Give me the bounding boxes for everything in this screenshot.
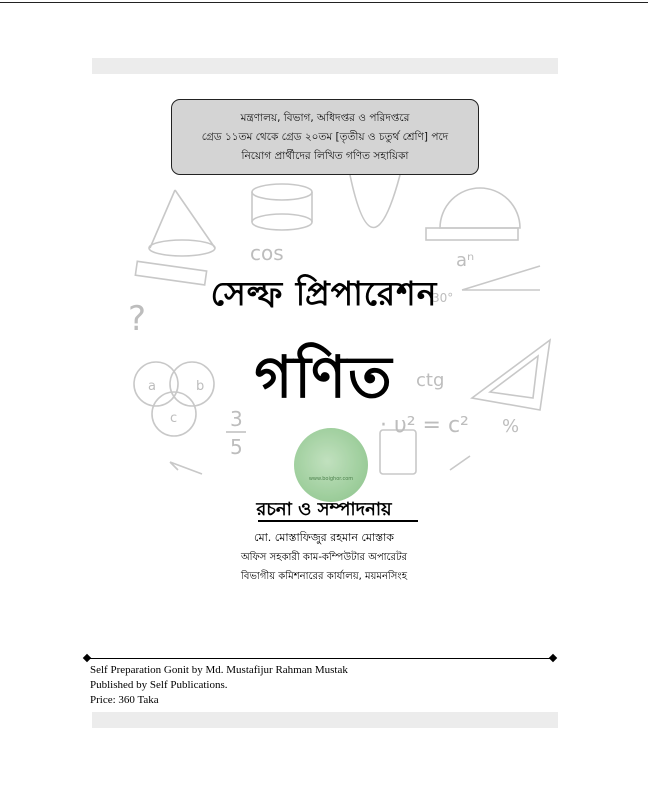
top-gray-band <box>92 58 558 74</box>
cylinder-top <box>252 184 312 200</box>
author-heading: রচনা ও সম্পাদনায় <box>256 499 392 520</box>
header-line-3: নিয়োগ প্রার্থীদের লিখিত গণিত সহায়িকা <box>241 149 409 162</box>
venn-label-c: c <box>170 411 178 426</box>
venn-label-a: a <box>148 379 156 394</box>
bottom-gray-band <box>92 712 558 728</box>
doodle-equation: · υ² = c² <box>380 413 469 438</box>
cone-base <box>149 240 215 256</box>
author-heading-underline <box>258 520 418 522</box>
doodle-question: ? <box>128 299 147 339</box>
watermark-logo <box>294 428 368 502</box>
book-title-line-2: গণিত <box>254 343 394 411</box>
publication-credit: Self Preparation Gonit by Md. Mustafijur Rahman Mustak <box>90 664 348 676</box>
doodle-fraction-denominator: 5 <box>230 435 243 459</box>
book-title-line-1: সেল্ফ প্রিপারেশন <box>210 274 438 313</box>
ruler-top <box>426 228 518 240</box>
price-line: Price: 360 Taka <box>90 694 159 706</box>
pencil-sketch <box>170 462 202 474</box>
header-line-2: গ্রেড ১১তম থেকে গ্রেড ২০তম [তৃতীয় ও চতুর্থ শ্রেণি] পদে <box>201 130 449 143</box>
protractor-shape <box>440 188 520 228</box>
divider-diamond-left <box>83 654 91 662</box>
doodle-cos: cos <box>250 241 284 265</box>
author-designation: অফিস সহকারী কাম-কম্পিউটার অপারেটর <box>240 552 408 563</box>
doodle-fraction-numerator: 3 <box>230 407 243 431</box>
author-name: মো. মোস্তাফিজুর রহমান মোস্তাক <box>254 531 394 544</box>
footer-divider <box>86 658 554 659</box>
doodle-angle: 30° <box>432 291 454 305</box>
doodle-percent: % <box>502 416 520 437</box>
parabola-curve <box>350 175 400 228</box>
top-border-line <box>0 2 648 3</box>
watermark-text: www.boighor.com <box>308 476 354 482</box>
publisher-line: Published by Self Publications. <box>90 679 228 691</box>
doodle-a-power-n: aⁿ <box>456 250 475 271</box>
header-line-1: মন্ত্রণালয়, বিভাগ, অধিদপ্তর ও পরিদপ্তরে <box>240 111 410 124</box>
cylinder-bottom <box>252 214 312 230</box>
header-info-box <box>171 99 479 175</box>
doodle-ctg: ctg <box>416 370 445 391</box>
divider-diamond-right <box>549 654 557 662</box>
venn-label-b: b <box>196 379 205 394</box>
author-office: বিভাগীয় কমিশনারের কার্যালয়, ময়মনসিংহ <box>241 571 407 582</box>
